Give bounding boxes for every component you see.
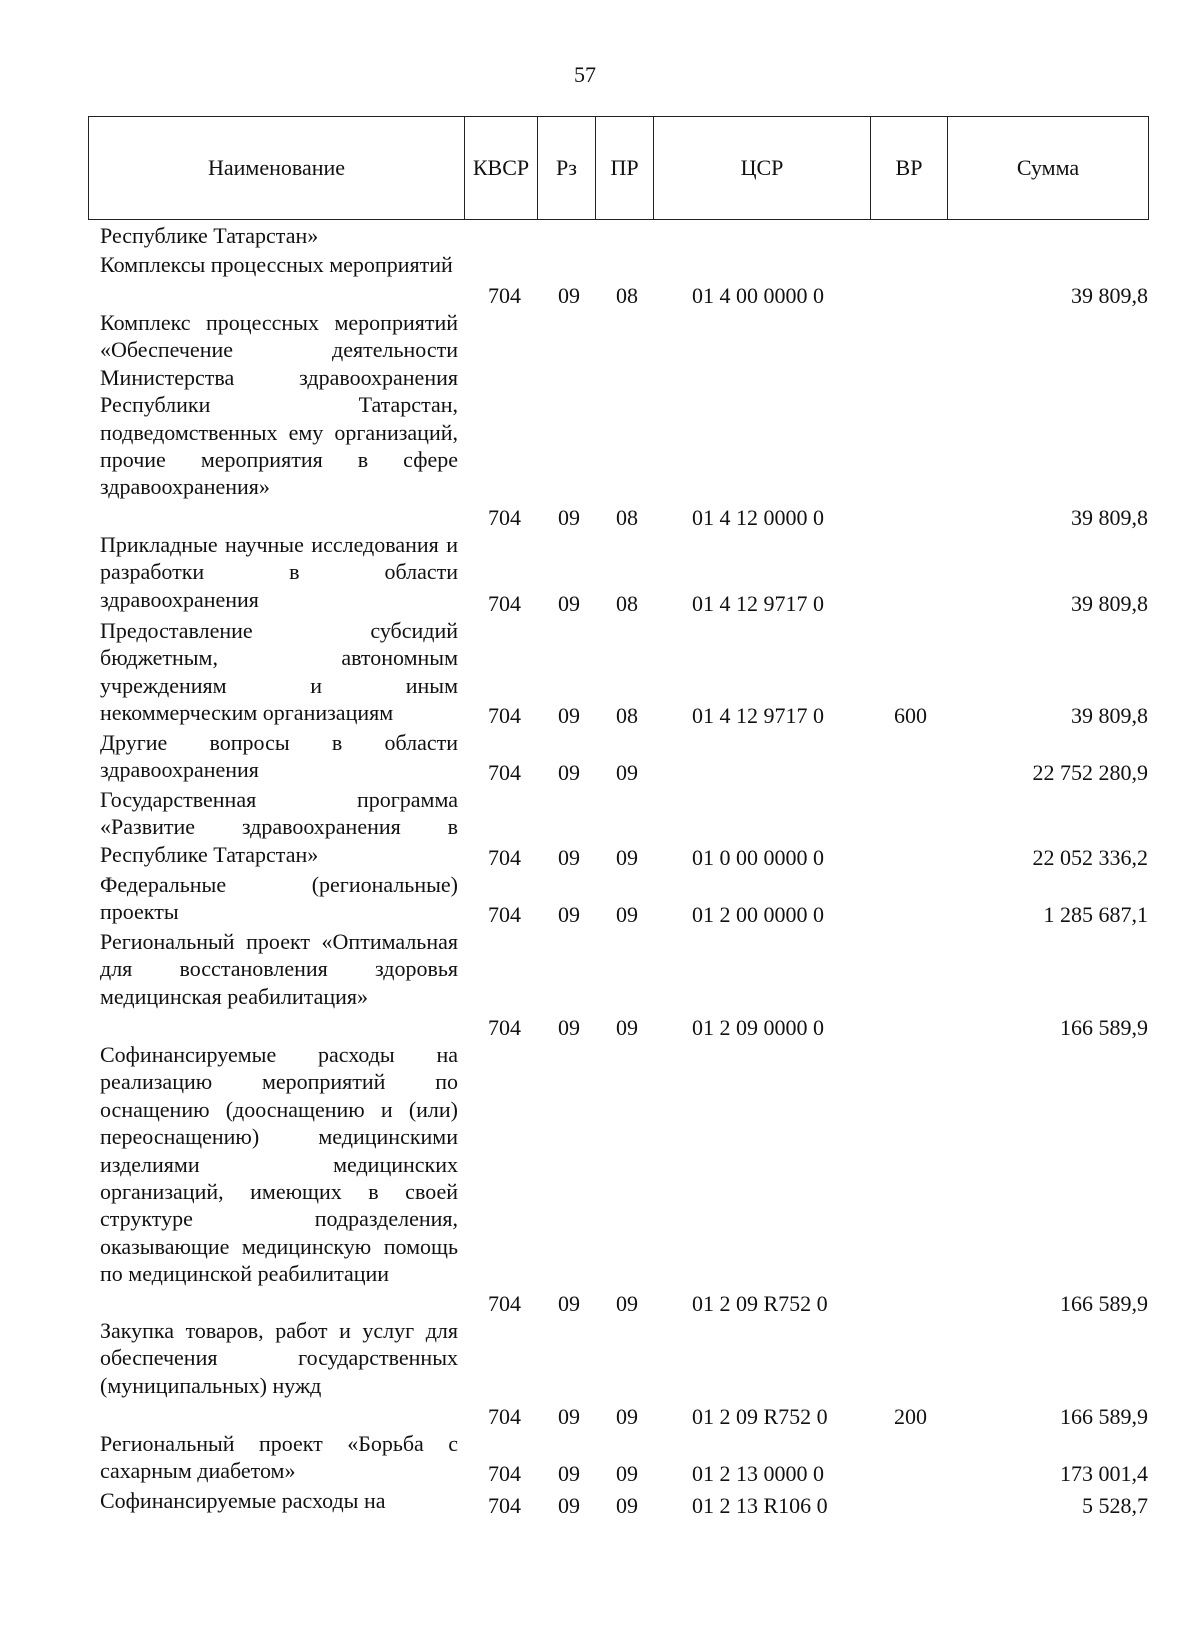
row-pr: 09	[616, 1290, 638, 1316]
row-pr: 09	[616, 759, 638, 785]
row-csr: 01 4 12 9717 0	[692, 590, 824, 616]
row-sum: 39 809,8	[1071, 282, 1148, 308]
row-rz: 09	[558, 759, 580, 785]
table-body	[0, 222, 1200, 1519]
row-pr: 09	[616, 1492, 638, 1518]
row-sum: 173 001,4	[1060, 1460, 1148, 1486]
row-rz: 09	[558, 702, 580, 728]
row-name: Софинансируемые расходы на	[100, 1488, 386, 1513]
column-header-sum: Сумма	[1016, 155, 1080, 180]
table-row	[0, 786, 1200, 871]
row-name: Прикладные научные исследования и разработки в области здравоохранения	[100, 532, 458, 612]
row-name: Софинансируемые расходы на реализацию мероприятий по оснащению (дооснащению и (или) переоснащению) медицинскими изделиями медицинских организаций, имеющих в своей структуре подразделения, оказывающие медицинскую помощь по медицинской реабилитации	[100, 1042, 458, 1287]
row-rz: 09	[558, 504, 580, 530]
table-row	[0, 309, 1200, 531]
row-kvsr: 704	[488, 1492, 521, 1518]
table-row	[0, 531, 1200, 617]
table-row	[0, 1430, 1200, 1487]
row-kvsr: 704	[488, 590, 521, 616]
row-csr: 01 2 09 R752 0	[692, 1290, 828, 1316]
row-name: Закупка товаров, работ и услуг для обеспечения государственных (муниципальных) нужд	[100, 1318, 458, 1398]
row-vr: 600	[894, 702, 927, 728]
table-row	[0, 729, 1200, 786]
row-csr: 01 4 12 0000 0	[692, 504, 824, 530]
row-kvsr: 704	[488, 1460, 521, 1486]
row-sum: 166 589,9	[1060, 1403, 1148, 1429]
row-sum: 22 052 336,2	[1032, 844, 1148, 870]
row-sum: 166 589,9	[1060, 1014, 1148, 1040]
row-pr: 09	[616, 844, 638, 870]
row-pr: 09	[616, 1460, 638, 1486]
row-pr: 09	[616, 1403, 638, 1429]
page-number: 57	[574, 62, 596, 87]
row-rz: 09	[558, 1460, 580, 1486]
row-pr: 09	[616, 901, 638, 927]
row-sum: 166 589,9	[1060, 1290, 1148, 1316]
row-kvsr: 704	[488, 1014, 521, 1040]
row-sum: 1 285 687,1	[1043, 901, 1148, 927]
row-csr: 01 2 09 R752 0	[692, 1403, 828, 1429]
row-csr: 01 4 00 0000 0	[692, 282, 824, 308]
table-row	[0, 871, 1200, 928]
row-name: Региональный проект «Оптимальная для восстановления здоровья медицинская реабилитация»	[100, 929, 458, 1009]
row-pr: 08	[616, 702, 638, 728]
row-rz: 09	[558, 590, 580, 616]
row-kvsr: 704	[488, 702, 521, 728]
row-vr: 200	[894, 1403, 927, 1429]
row-csr: 01 4 12 9717 0	[692, 702, 824, 728]
column-header-rz: Рз	[538, 117, 596, 219]
row-name: Государственная программа «Развитие здравоохранения в Республике Татарстан»	[100, 787, 458, 867]
row-sum: 39 809,8	[1071, 590, 1148, 616]
row-name: Региональный проект «Борьба с сахарным диабетом»	[100, 1431, 458, 1484]
row-pr: 08	[616, 282, 638, 308]
row-rz: 09	[558, 1492, 580, 1518]
row-kvsr: 704	[488, 504, 521, 530]
row-rz: 09	[558, 282, 580, 308]
row-kvsr: 704	[488, 1290, 521, 1316]
table-row	[0, 222, 1200, 251]
row-rz: 09	[558, 1290, 580, 1316]
table-row	[0, 1317, 1200, 1430]
row-kvsr: 704	[488, 901, 521, 927]
row-pr: 09	[616, 1014, 638, 1040]
row-kvsr: 704	[488, 844, 521, 870]
table-row	[0, 1041, 1200, 1317]
column-header-pr: ПР	[596, 117, 654, 219]
row-csr: 01 2 13 0000 0	[692, 1460, 824, 1486]
column-header-vr: ВР	[871, 117, 948, 219]
table-header	[88, 116, 1149, 220]
table-row	[0, 251, 1200, 309]
row-csr: 01 2 13 R106 0	[692, 1492, 828, 1518]
row-sum: 22 752 280,9	[1032, 759, 1148, 785]
row-name: Другие вопросы в области здравоохранения	[100, 730, 458, 783]
row-pr: 08	[616, 504, 638, 530]
row-rz: 09	[558, 1403, 580, 1429]
column-header-name: Наименование	[89, 117, 465, 219]
column-header-csr: ЦСР	[654, 117, 871, 219]
row-rz: 09	[558, 844, 580, 870]
row-rz: 09	[558, 1014, 580, 1040]
table-row	[0, 928, 1200, 1041]
row-sum: 5 528,7	[1082, 1492, 1148, 1518]
row-name: Республике Татарстан»	[100, 223, 319, 248]
row-rz: 09	[558, 901, 580, 927]
column-header-kvsr: КВСР	[465, 117, 538, 219]
row-name: Комплекс процессных мероприятий «Обеспечение деятельности Министерства здравоохранения Республики Татарстан, подведомственных ему организаций, прочие мероприятия в сфере здравоохранения»	[100, 310, 458, 500]
row-kvsr: 704	[488, 1403, 521, 1429]
row-sum: 39 809,8	[1071, 504, 1148, 530]
row-kvsr: 704	[488, 282, 521, 308]
row-name: Федеральные (региональные) проекты	[100, 872, 458, 925]
table-row	[0, 617, 1200, 729]
row-name: Комплексы процессных мероприятий	[100, 252, 453, 277]
row-csr: 01 2 09 0000 0	[692, 1014, 824, 1040]
table-row	[0, 1487, 1200, 1519]
row-csr: 01 0 00 0000 0	[692, 844, 824, 870]
row-csr: 01 2 00 0000 0	[692, 901, 824, 927]
row-kvsr: 704	[488, 759, 521, 785]
row-sum: 39 809,8	[1071, 702, 1148, 728]
row-name: Предоставление субсидий бюджетным, автономным учреждениям и иным некоммерческим организациям	[100, 618, 458, 726]
row-pr: 08	[616, 590, 638, 616]
